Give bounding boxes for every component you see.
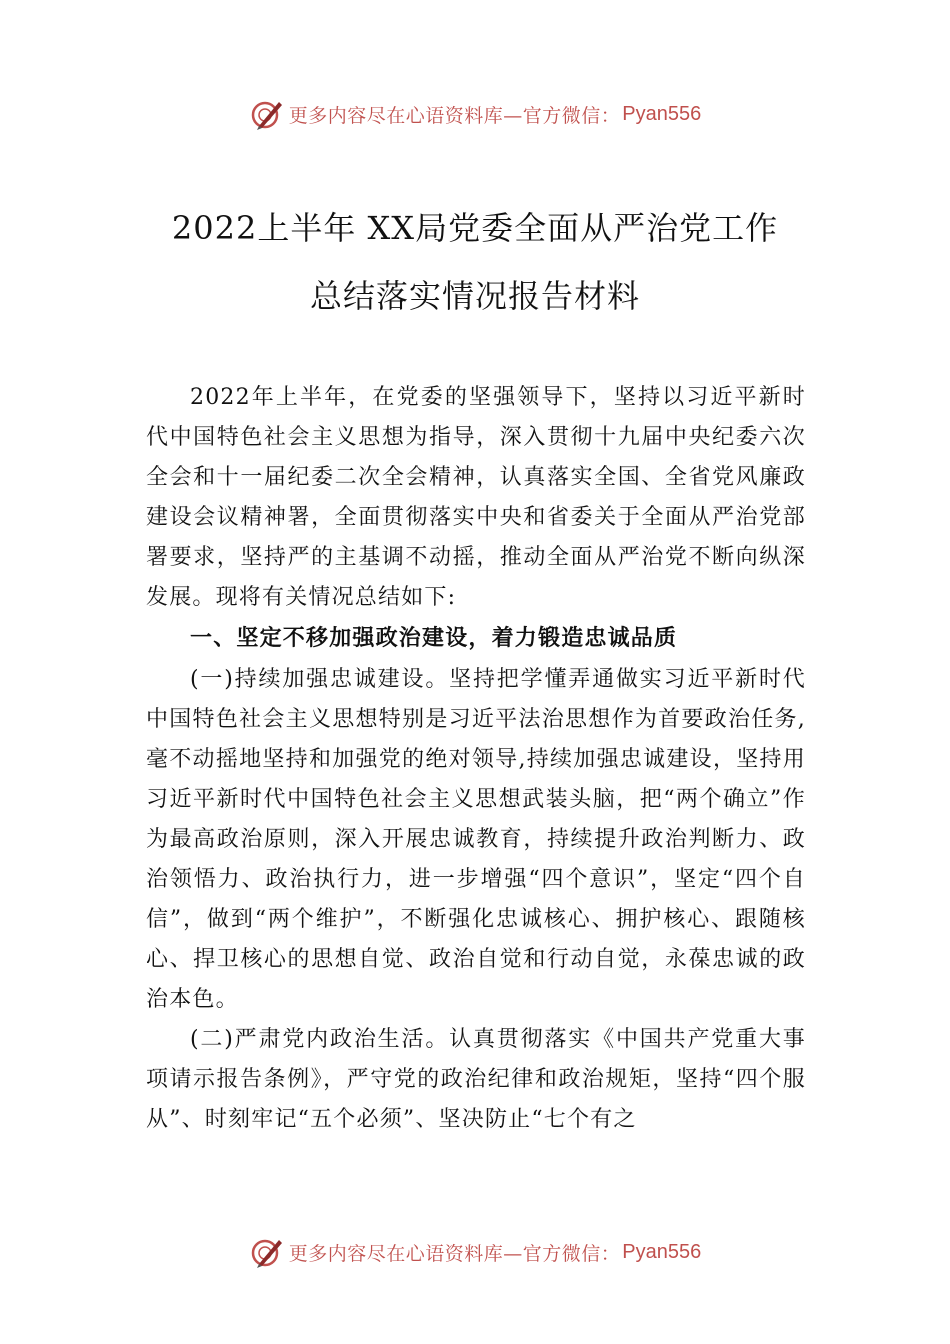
document-title-line-1: 2022上半年 XX局党委全面从严治党工作 <box>171 209 779 247</box>
pen-logo-icon <box>249 1234 285 1270</box>
banner-wechat-handle: Pyan556 <box>622 1240 702 1263</box>
section-heading-1: 一、坚定不移加强政治建设，着力锻造忠诚品质 <box>190 626 678 651</box>
header-watermark-banner <box>0 94 950 134</box>
banner-text: 更多内容尽在心语资料库—官方微信： <box>288 1242 621 1265</box>
document-title-line-2: 总结落实情况报告材料 <box>309 277 640 315</box>
document-body <box>146 378 806 1140</box>
paragraph-party-political-life: (二)严肃党内政治生活。认真贯彻落实《中国共产党重大事项请示报告条例》，严守党的政治纪律和政治规矩，坚持“四个服从”、时刻牢记“五个必须”、坚决防止“七个有之 <box>146 1027 806 1132</box>
paragraph-loyalty-building: (一)持续加强忠诚建设。坚持把学懂弄通做实习近平新时代中国特色社会主义思想特别是习近平法治思想作为首要政治任务,毫不动摇地坚持和加强党的绝对领导,持续加强忠诚建设，坚持用习近平新时代中国特色社会主义思想武装头脑，把“两个确立”作为最高政治原则，深入开展忠诚教育，持续提升政治判断力、政治领悟力、政治执行力，进一步增强“四个意识”，坚定“四个自信”，做到“两个维护”，不断强化忠诚核心、拥护核心、跟随核心、捍卫核心的思想自觉、政治自觉和行动自觉，永葆忠诚的政治本色。 <box>146 667 806 1012</box>
banner-wechat-handle: Pyan556 <box>622 102 702 125</box>
intro-paragraph: 2022年上半年，在党委的坚强领导下，坚持以习近平新时代中国特色社会主义思想为指导，深入贯彻十九届中央纪委六次全会和十一届纪委二次全会精神，认真落实全国、全省党风廉政建设会议精神署，全面贯彻落实中央和省委关于全面从严治党部署要求，坚持严的主基调不动摇，推动全面从严治党不断向纵深发展。现将有关情况总结如下: <box>146 385 806 610</box>
pen-logo-icon <box>249 96 285 132</box>
footer-watermark-banner <box>0 1232 950 1272</box>
banner-text: 更多内容尽在心语资料库—官方微信： <box>288 104 621 127</box>
